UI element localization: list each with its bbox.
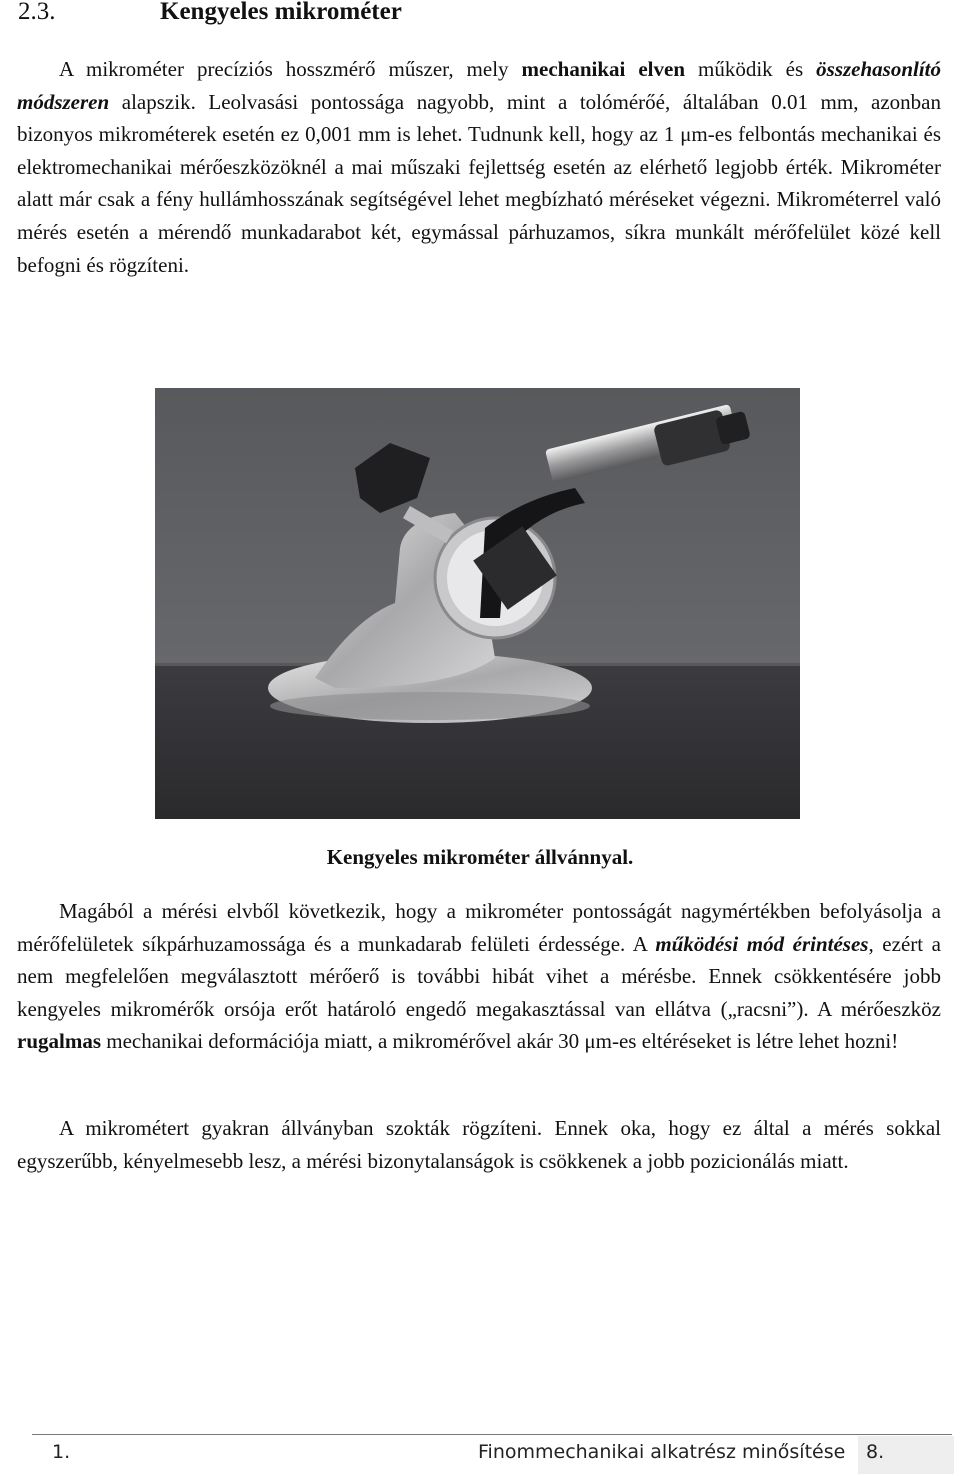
photo-caption: Kengyeles mikrométer állvánnyal. [326, 845, 634, 869]
footer-chapter: 1. [52, 1441, 71, 1463]
section-heading [18, 0, 402, 26]
bold-italic-text: összehasonlító módszeren [17, 57, 942, 114]
micrometer-illustration [155, 388, 800, 819]
text-run: A mikrométert gyakran állványban szokták rögzíteni. Ennek oka, hogy ez által a mérés sokkal egyszerűbb, kényelmesebb lesz, a mérési bizonytalanságok is csökkenek a jobb pozicionálás miatt. [17, 1116, 941, 1173]
text-run: mechanikai deformációja miatt, a mikromérővel akár 30 μm-es eltéréseket is létre lehet hozni! [101, 1029, 899, 1054]
intro-paragraph [17, 53, 941, 281]
footer-divider [32, 1434, 952, 1435]
text-run: A mikrométer precíziós hosszmérő műszer, mely [59, 57, 522, 81]
bold-text: mechanikai elven [521, 57, 686, 81]
text-run: alapszik. Leolvasási pontossága nagyobb, mint a tolómérőé, általában 0.01 mm, azonban bizonyos mikrométerek esetén ez 0,001 mm is lehet. Tudnunk kell, hogy az 1 μm-es felbontás mechanikai és elektromechanikai mérőeszközöknél a mai műszaki fejlettség esetén az elérhető legjobb érték. Mikrométer alatt már csak a fény hullámhosszának segítségével lehet megbízható méréseket végezni. Mikrométerrel való mérés esetén a mérendő munkadarabot két, egymással párhuzamos, síkra munkált mérőfelület közé kell befogni és rögzíteni. [17, 89, 941, 277]
stand-paragraph [17, 1112, 941, 1177]
section-number: 2.3. [18, 0, 56, 25]
section-title: Kengyeles mikrométer [160, 0, 402, 25]
text-run: , ezért a nem megfelelően megválasztott mérőerő is további hibát vihet a mérésbe. Ennek csökkentésére jobb kengyeles mikromérők orsója erőt határoló engedő megakasztással van ellátva („racsni”). A mérőeszköz [17, 931, 941, 1021]
measurement-paragraph [17, 895, 941, 1058]
page-number: 8. [866, 1441, 885, 1463]
text-run: Magából a mérési elvből következik, hogy a mikrométer pontosságát nagymértékben befolyásolja a mérőfelületek síkpárhuzamossága és a munkadarab felületi érdessége. A [17, 899, 941, 956]
micrometer-stand-photo [155, 388, 800, 819]
footer-title: Finommechanikai alkatrész minősítése [478, 1441, 846, 1463]
bold-italic-text: működési mód érintéses [655, 931, 869, 956]
text-run: működik és [685, 57, 817, 81]
bold-text: rugalmas [17, 1029, 101, 1054]
